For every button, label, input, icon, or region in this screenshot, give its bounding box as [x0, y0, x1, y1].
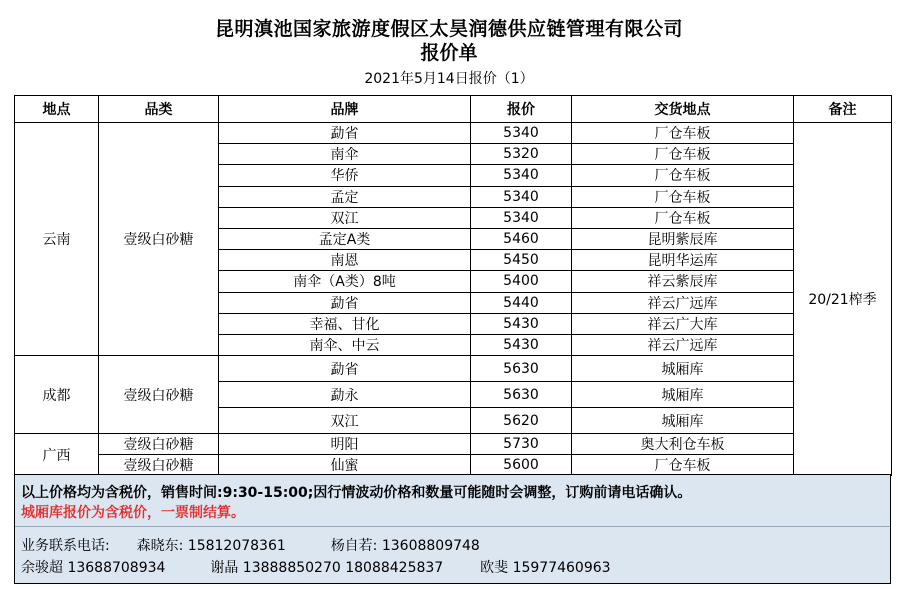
- contact-name: 森晓东:: [136, 538, 184, 554]
- price-cell: 5450: [471, 250, 572, 271]
- price-note: 以上价格均为含税价，销售时间:9:30-15:00;因行情波动价格和数量可能随时会调整，订购前请电话确认。: [21, 485, 692, 501]
- location-cell: 云南: [15, 123, 99, 356]
- price-cell: 5400: [471, 271, 572, 292]
- delivery-cell: 城厢库: [572, 382, 794, 408]
- price-table: [14, 95, 892, 476]
- table-row: [15, 123, 892, 144]
- contact-name: 欧斐: [480, 560, 509, 576]
- footer-divider: [15, 526, 890, 527]
- price-cell: 5630: [471, 356, 572, 382]
- price-cell: 5630: [471, 382, 572, 408]
- contact-name: 杨自若:: [330, 538, 378, 554]
- delivery-cell: 祥云广远库: [572, 292, 794, 313]
- brand-cell: 华侨: [219, 165, 471, 186]
- table-header-row: [15, 96, 892, 123]
- brand-cell: 仙蜜: [219, 455, 471, 476]
- contact-phone: 13688708934: [67, 560, 166, 576]
- brand-cell: 勐省: [219, 356, 471, 382]
- brand-cell: 南恩: [219, 250, 471, 271]
- price-cell: 5340: [471, 186, 572, 207]
- table-row: [15, 455, 892, 476]
- header-location: 地点: [15, 96, 99, 123]
- delivery-cell: 厂仓车板: [572, 186, 794, 207]
- date-line: 2021年5月14日报价（1）: [364, 71, 534, 87]
- delivery-cell: 昆明华运库: [572, 250, 794, 271]
- category-cell: 壹级白砂糖: [99, 356, 219, 434]
- brand-cell: 双江: [219, 408, 471, 434]
- brand-cell: 南伞: [219, 144, 471, 165]
- contact-line-2: [21, 557, 611, 577]
- brand-cell: 双江: [219, 207, 471, 228]
- delivery-cell: 厂仓车板: [572, 455, 794, 476]
- header-remark: 备注: [794, 96, 892, 123]
- delivery-cell: 祥云紫辰库: [572, 271, 794, 292]
- brand-cell: 勐省: [219, 292, 471, 313]
- delivery-cell: 厂仓车板: [572, 123, 794, 144]
- brand-cell: 孟定A类: [219, 228, 471, 249]
- contact-line-1: [21, 535, 480, 555]
- location-cell: 成都: [15, 356, 99, 434]
- delivery-cell: 昆明紫辰库: [572, 228, 794, 249]
- table-row: [15, 434, 892, 455]
- price-cell: 5620: [471, 408, 572, 434]
- company-name: 昆明滇池国家旅游度假区太昊润德供应链管理有限公司: [214, 18, 683, 40]
- delivery-cell: 厂仓车板: [572, 207, 794, 228]
- header-delivery: 交货地点: [572, 96, 794, 123]
- category-cell: 壹级白砂糖: [99, 455, 219, 476]
- brand-cell: 勐永: [219, 382, 471, 408]
- remark-cell: 20/21榨季: [794, 123, 892, 476]
- delivery-cell: 祥云广大库: [572, 313, 794, 334]
- contact-name: 余骏超: [21, 560, 63, 576]
- delivery-cell: 奥大利仓车板: [572, 434, 794, 455]
- brand-cell: 南伞、中云: [219, 334, 471, 355]
- category-cell: 壹级白砂糖: [99, 434, 219, 455]
- delivery-cell: 祥云广远库: [572, 334, 794, 355]
- header-price: 报价: [471, 96, 572, 123]
- brand-cell: 孟定: [219, 186, 471, 207]
- price-cell: 5340: [471, 207, 572, 228]
- price-cell: 5440: [471, 292, 572, 313]
- header-category: 品类: [99, 96, 219, 123]
- document-title: 报价单: [420, 42, 478, 64]
- delivery-cell: 城厢库: [572, 356, 794, 382]
- delivery-cell: 厂仓车板: [572, 144, 794, 165]
- location-cell: 广西: [15, 434, 99, 476]
- delivery-cell: 城厢库: [572, 408, 794, 434]
- price-cell: 5730: [471, 434, 572, 455]
- header-brand: 品牌: [219, 96, 471, 123]
- price-cell: 5600: [471, 455, 572, 476]
- brand-cell: 明阳: [219, 434, 471, 455]
- contact-phone: 13888850270 18088425837: [242, 560, 444, 576]
- price-cell: 5430: [471, 313, 572, 334]
- warehouse-note: 城厢库报价为含税价，一票制结算。: [21, 505, 245, 521]
- brand-cell: 幸福、甘化: [219, 313, 471, 334]
- brand-cell: 勐省: [219, 123, 471, 144]
- price-cell: 5320: [471, 144, 572, 165]
- price-cell: 5460: [471, 228, 572, 249]
- footer-notes: [14, 474, 891, 584]
- table-row: [15, 356, 892, 382]
- contact-phone: 13608809748: [381, 538, 480, 554]
- contact-name: 谢晶: [210, 560, 239, 576]
- contact-phone: 15977460963: [512, 560, 611, 576]
- price-cell: 5430: [471, 334, 572, 355]
- contact-label: 业务联系电话:: [21, 538, 110, 554]
- price-cell: 5340: [471, 123, 572, 144]
- price-cell: 5340: [471, 165, 572, 186]
- delivery-cell: 厂仓车板: [572, 165, 794, 186]
- contact-phone: 15812078361: [187, 538, 286, 554]
- category-cell: 壹级白砂糖: [99, 123, 219, 356]
- brand-cell: 南伞（A类）8吨: [219, 271, 471, 292]
